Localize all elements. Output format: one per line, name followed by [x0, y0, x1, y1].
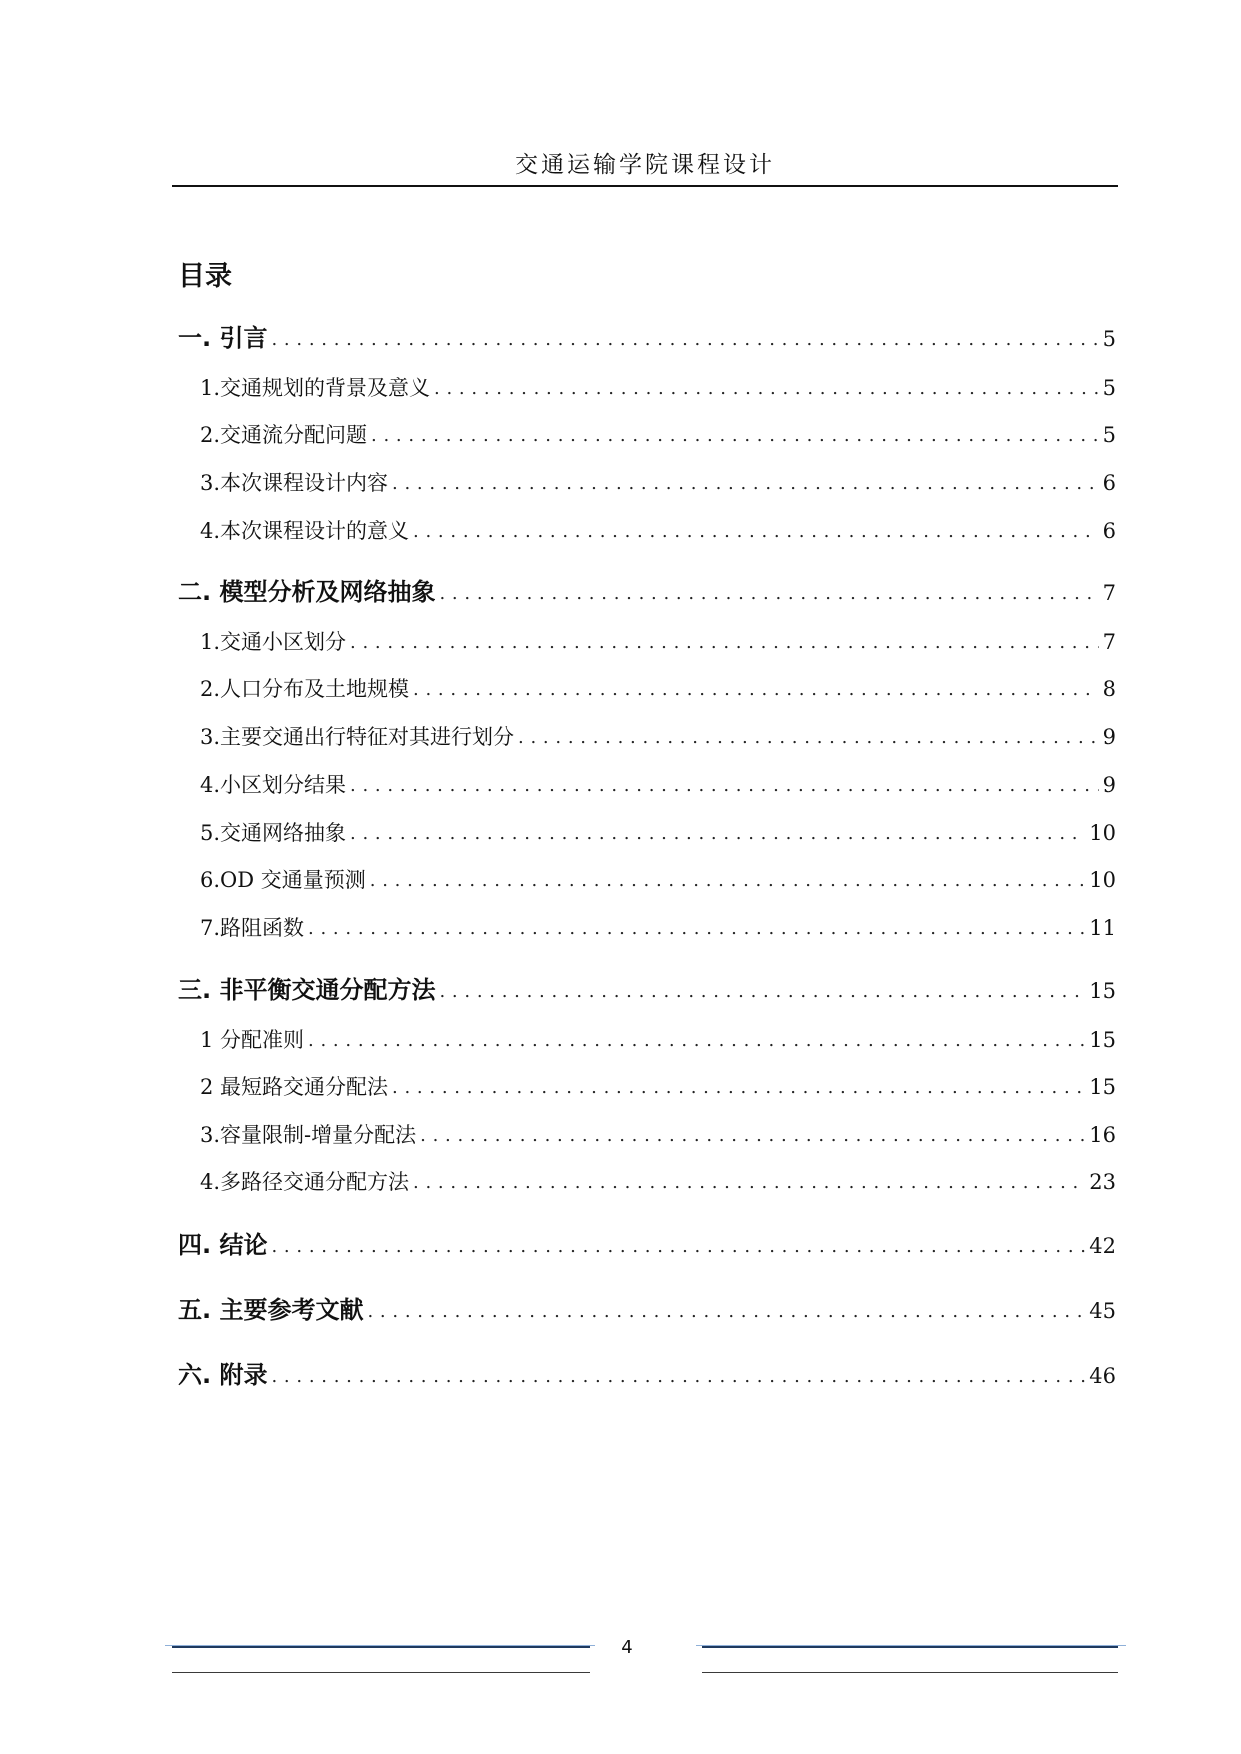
dot-leader [439, 981, 1085, 999]
toc-entry-label: 3.容量限制-增量分配法 [200, 1123, 417, 1147]
toc-entry-page: 8 [1102, 677, 1116, 701]
toc-entry-page: 15 [1089, 1075, 1116, 1099]
toc-entry-page: 7 [1102, 581, 1116, 605]
toc-heading: 目录 [178, 261, 232, 292]
toc-entry-label: 4.小区划分结果 [200, 773, 347, 797]
toc-entry-2-2[interactable] [200, 673, 1116, 703]
toc-entry-1-1[interactable] [200, 372, 1116, 402]
toc-entry-label: 一. 引言 [178, 324, 268, 352]
toc-entry-label: 1 分配准则 [200, 1028, 305, 1052]
toc-entry-label: 1.交通规划的背景及意义 [200, 376, 431, 400]
footer-rule-right [702, 1646, 1118, 1648]
footer-rule-left-lower [172, 1672, 590, 1673]
dot-leader [350, 632, 1099, 650]
toc-entry-page: 6 [1102, 471, 1116, 495]
toc-entry-section-5[interactable] [178, 1290, 1116, 1325]
toc-entry-2-6[interactable] [200, 864, 1116, 894]
toc-entry-section-6[interactable] [178, 1355, 1116, 1390]
dot-leader [413, 679, 1099, 697]
dot-leader [271, 1236, 1085, 1254]
toc-entry-page: 15 [1089, 1028, 1116, 1052]
dot-leader [350, 775, 1099, 793]
dot-leader [413, 1172, 1085, 1190]
toc-entry-1-2[interactable] [200, 419, 1116, 449]
dot-leader [371, 425, 1099, 443]
toc-entry-label: 1.交通小区划分 [200, 630, 347, 654]
toc-entry-1-3[interactable] [200, 467, 1116, 497]
dot-leader [308, 1030, 1085, 1048]
toc-entry-page: 45 [1089, 1299, 1116, 1323]
dot-leader [434, 378, 1099, 396]
dot-leader [392, 1077, 1085, 1095]
dot-leader [392, 473, 1099, 491]
toc-entry-page: 11 [1089, 916, 1116, 940]
toc-entry-label: 六. 附录 [178, 1361, 268, 1389]
toc-entry-label: 五. 主要参考文献 [178, 1296, 364, 1324]
toc-entry-page: 6 [1102, 519, 1116, 543]
toc-entry-label: 4.本次课程设计的意义 [200, 519, 410, 543]
toc-entry-2-4[interactable] [200, 769, 1116, 799]
toc-entry-label: 四. 结论 [178, 1231, 268, 1259]
toc-entry-page: 5 [1102, 423, 1116, 447]
toc-entry-page: 5 [1102, 327, 1116, 351]
toc-entry-section-1[interactable] [178, 318, 1116, 353]
toc-entry-page: 7 [1102, 630, 1116, 654]
toc-entry-page: 46 [1089, 1364, 1116, 1388]
toc-entry-section-2[interactable] [178, 572, 1116, 607]
toc-entry-3-3[interactable] [200, 1119, 1116, 1149]
toc-entry-1-4[interactable] [200, 515, 1116, 545]
toc-entry-label: 7.路阻函数 [200, 916, 305, 940]
dot-leader [420, 1125, 1085, 1143]
toc-entry-page: 16 [1089, 1123, 1116, 1147]
toc-entry-page: 42 [1089, 1234, 1116, 1258]
dot-leader [271, 1366, 1085, 1384]
toc-entry-label: 3.本次课程设计内容 [200, 471, 389, 495]
dot-leader [350, 823, 1085, 841]
footer-rule-left [172, 1646, 590, 1648]
toc-entry-label: 3.主要交通出行特征对其进行划分 [200, 725, 515, 749]
toc-entry-section-3[interactable] [178, 970, 1116, 1005]
dot-leader [518, 727, 1099, 745]
toc-entry-page: 5 [1102, 376, 1116, 400]
dot-leader [271, 329, 1098, 347]
running-header-title: 交通运输学院课程设计 [515, 152, 775, 178]
dot-leader [413, 521, 1099, 539]
toc-entry-3-2[interactable] [200, 1071, 1116, 1101]
dot-leader [439, 583, 1098, 601]
toc-entry-label: 2.人口分布及土地规模 [200, 677, 410, 701]
toc-entry-3-1[interactable] [200, 1024, 1116, 1054]
toc-entry-label: 2.交通流分配问题 [200, 423, 368, 447]
toc-entry-page: 10 [1089, 821, 1116, 845]
page-number: 4 [621, 1637, 633, 1658]
dot-leader [367, 1301, 1085, 1319]
toc-entry-3-4[interactable] [200, 1166, 1116, 1196]
toc-entry-2-7[interactable] [200, 912, 1116, 942]
toc-entry-2-3[interactable] [200, 721, 1116, 751]
toc-entry-page: 15 [1089, 979, 1116, 1003]
toc-entry-label: 二. 模型分析及网络抽象 [178, 578, 436, 606]
toc-entry-2-5[interactable] [200, 817, 1116, 847]
toc-entry-page: 9 [1102, 725, 1116, 749]
toc-entry-2-1[interactable] [200, 626, 1116, 656]
dot-leader [370, 870, 1086, 888]
toc-entry-label: 2 最短路交通分配法 [200, 1075, 389, 1099]
toc-entry-page: 23 [1089, 1170, 1116, 1194]
dot-leader [308, 918, 1085, 936]
toc-entry-label: 4.多路径交通分配方法 [200, 1170, 410, 1194]
toc-entry-label: 6.OD 交通量预测 [200, 868, 366, 892]
toc-entry-label: 5.交通网络抽象 [200, 821, 347, 845]
toc-entry-label: 三. 非平衡交通分配方法 [178, 976, 436, 1004]
toc-entry-page: 10 [1089, 868, 1116, 892]
toc-entry-section-4[interactable] [178, 1225, 1116, 1260]
toc-entry-page: 9 [1102, 773, 1116, 797]
footer-rule-right-lower [702, 1672, 1118, 1673]
